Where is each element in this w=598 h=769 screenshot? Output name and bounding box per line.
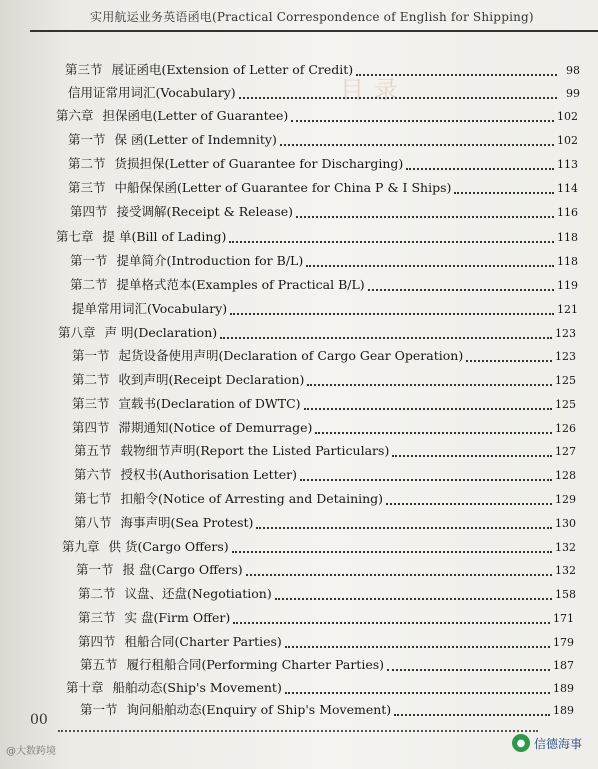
toc-entry-number: 第四节 <box>70 204 108 219</box>
toc-entry <box>74 441 576 461</box>
leader-dots <box>232 541 552 553</box>
toc-entry-title: 信用证常用词汇(Vocabulary) <box>68 85 236 100</box>
leader-dots <box>454 182 554 194</box>
leader-dots <box>280 134 554 146</box>
leader-dots <box>285 682 550 694</box>
leader-dots <box>356 64 557 76</box>
toc-entry-page: 113 <box>557 158 578 171</box>
toc-entry-title: 提单常用词汇(Vocabulary) <box>72 301 228 316</box>
toc-entry-title: 海事声明(Sea Protest) <box>120 515 254 530</box>
leader-dots <box>306 255 554 267</box>
toc-entry <box>70 251 578 271</box>
footer-rule <box>58 730 538 732</box>
leader-dots <box>300 469 552 481</box>
leader-dots <box>406 158 554 170</box>
toc-entry-title: 议盘、还盘(Negotiation) <box>124 586 272 601</box>
toc-entry-page: 116 <box>557 206 578 219</box>
leader-dots <box>368 279 554 291</box>
toc-entry <box>70 275 578 295</box>
wechat-icon: ● <box>512 734 530 752</box>
toc-entry-page: 118 <box>557 231 578 244</box>
toc-entry-number: 第六节 <box>74 467 112 482</box>
toc-entry-title: 提单格式范本(Examples of Practical B/L) <box>116 277 365 292</box>
toc-entry-number: 第二节 <box>72 372 110 387</box>
toc-entry-title: 滞期通知(Notice of Demurrage) <box>118 420 313 435</box>
toc-entry-title: 询问船舶动态(Enquiry of Ship's Movement) <box>126 702 392 717</box>
toc-entry-title: 中船保保函(Letter of Guarantee for China P & I Ships) <box>114 180 452 195</box>
leader-dots <box>230 303 554 315</box>
toc-entry <box>68 178 578 198</box>
toc-entry-page: 102 <box>557 110 578 123</box>
toc-entry-number: 第一节 <box>76 562 114 577</box>
toc-entry-page: 125 <box>555 398 576 411</box>
toc-entry-number: 第六章 <box>56 108 94 123</box>
leader-dots <box>239 87 557 99</box>
toc-entry-page: 132 <box>555 541 576 554</box>
toc-entry <box>58 323 576 343</box>
toc-entry-title: 船舶动态(Ship's Movement) <box>112 680 282 695</box>
toc-entry <box>72 418 576 438</box>
toc-entry-number: 第十章 <box>66 680 104 695</box>
toc-entry-page: 128 <box>555 469 576 482</box>
toc-entry-number: 第九章 <box>62 539 100 554</box>
watermark-right <box>512 734 598 752</box>
leader-dots <box>392 445 552 457</box>
toc-entry-title: 实 盘(Firm Offer) <box>124 610 231 625</box>
leader-dots <box>296 206 554 218</box>
toc-entry-number: 第二节 <box>68 156 106 171</box>
toc-entry-title: 收到声明(Receipt Declaration) <box>118 372 305 387</box>
leader-dots <box>387 659 550 671</box>
toc-entry-title: 提 单(Bill of Lading) <box>102 229 227 244</box>
toc-entry-title: 供 货(Cargo Offers) <box>108 539 229 554</box>
toc-entry-title: 报 盘(Cargo Offers) <box>122 562 243 577</box>
toc-entry-page: 126 <box>555 422 576 435</box>
toc-entry <box>72 370 576 390</box>
toc-entry-page: 129 <box>555 493 576 506</box>
toc-entry-page: 102 <box>557 134 578 147</box>
toc-entry-title: 声 明(Declaration) <box>104 325 218 340</box>
toc-entry <box>56 106 578 126</box>
toc-entry-number: 第一节 <box>72 348 110 363</box>
toc-entry-number: 第四节 <box>78 634 116 649</box>
toc-entry-number: 第二节 <box>78 586 116 601</box>
toc-entry <box>76 560 576 580</box>
leader-dots <box>233 612 550 624</box>
leader-dots <box>315 422 552 434</box>
toc-entry-page: 118 <box>557 255 578 268</box>
toc-entry-number: 第三节 <box>72 396 110 411</box>
toc-entry-page: 123 <box>555 350 576 363</box>
toc-entry-page: 130 <box>555 517 576 530</box>
leader-dots <box>285 636 550 648</box>
toc-entry <box>78 584 576 604</box>
toc-entry-title: 接受调解(Receipt & Release) <box>116 204 294 219</box>
toc-entry <box>72 346 576 366</box>
toc-entry-number: 第一节 <box>68 132 106 147</box>
toc-entry <box>65 60 580 80</box>
watermark-right-text: 信德海事 <box>534 736 583 751</box>
leader-dots <box>246 564 552 576</box>
toc-entry-page: 158 <box>555 588 576 601</box>
toc-entry <box>74 489 576 509</box>
toc-entry <box>66 678 574 698</box>
background-heading: 目录 <box>340 76 408 104</box>
leader-dots <box>386 493 552 505</box>
toc-entry-page: 179 <box>553 636 574 649</box>
toc-entry-page: 189 <box>553 704 574 717</box>
toc-entry-number: 第三节 <box>68 180 106 195</box>
toc-entry <box>68 154 578 174</box>
toc-entry-page: 132 <box>555 564 576 577</box>
toc-entry-page: 125 <box>555 374 576 387</box>
leader-dots <box>291 110 554 122</box>
leader-dots <box>256 517 552 529</box>
toc-entry-number: 第七节 <box>74 491 112 506</box>
toc-entry-page: 119 <box>557 279 578 292</box>
toc-entry-number: 第二节 <box>70 277 108 292</box>
toc-entry-title: 授权书(Authorisation Letter) <box>120 467 297 482</box>
toc-entry-page: 114 <box>557 182 578 195</box>
toc-entry <box>74 513 576 533</box>
leader-dots <box>275 588 552 600</box>
toc-entry-title: 宣载书(Declaration of DWTC) <box>118 396 301 411</box>
toc-entry-page: 123 <box>555 327 576 340</box>
toc-entry <box>74 465 576 485</box>
toc-entry <box>78 632 574 652</box>
toc-entry-page: 189 <box>553 682 574 695</box>
toc-entry-page: 171 <box>553 612 574 625</box>
toc-entry <box>80 700 574 720</box>
toc-entry <box>72 394 576 414</box>
toc-entry-number: 第八章 <box>58 325 96 340</box>
toc-entry-title: 扣船令(Notice of Arresting and Detaining) <box>120 491 384 506</box>
toc-entry-number: 第五节 <box>74 443 112 458</box>
leader-dots <box>220 327 552 339</box>
toc-entry <box>70 202 578 222</box>
toc-entry-title: 租船合同(Charter Parties) <box>124 634 282 649</box>
toc-entry <box>68 83 580 103</box>
toc-entry-number: 第八节 <box>74 515 112 530</box>
toc-entry-title: 保 函(Letter of Indemnity) <box>114 132 277 147</box>
toc-entry-title: 展证函电(Extension of Letter of Credit) <box>111 62 354 77</box>
toc-entry-page: 127 <box>555 445 576 458</box>
toc-entry <box>80 655 574 675</box>
toc-entry-page: 187 <box>553 659 574 672</box>
leader-dots <box>307 374 552 386</box>
toc-entry-page: 99 <box>566 87 580 100</box>
toc-entry-number: 第五节 <box>80 657 118 672</box>
toc-entry-number: 第三节 <box>78 610 116 625</box>
toc-entry <box>62 537 576 557</box>
toc-entry-number: 第四节 <box>72 420 110 435</box>
toc-entry-number: 第一节 <box>80 702 118 717</box>
toc-entry-title: 提单简介(Introduction for B/L) <box>116 253 304 268</box>
toc-entry <box>68 130 578 150</box>
toc-entry-number: 第三节 <box>65 62 103 77</box>
leader-dots <box>304 398 552 410</box>
running-header: 实用航运业务英语函电(Practical Correspondence of English for Shipping) <box>90 10 534 24</box>
toc-entry-page: 121 <box>557 303 578 316</box>
toc-entry-number: 第七章 <box>56 229 94 244</box>
toc-entry-page: 98 <box>566 64 580 77</box>
toc-entry <box>56 227 578 247</box>
toc-entry-title: 担保函电(Letter of Guarantee) <box>102 108 289 123</box>
toc-entry-title: 履行租船合同(Performing Charter Parties) <box>126 657 385 672</box>
leader-dots <box>229 231 554 243</box>
watermark-left: @大数跨境 <box>6 746 56 757</box>
toc-entry <box>72 299 578 319</box>
page-folio: 00 <box>30 712 48 728</box>
leader-dots <box>466 350 552 362</box>
toc-entry-title: 载物细节声明(Report the Listed Particulars) <box>120 443 390 458</box>
toc-entry-number: 第一节 <box>70 253 108 268</box>
leader-dots <box>394 704 550 716</box>
toc-entry <box>78 608 574 628</box>
toc-entry-title: 货损担保(Letter of Guarantee for Discharging) <box>114 156 404 171</box>
toc-entry-title: 起货设备使用声明(Declaration of Cargo Gear Operation) <box>118 348 464 363</box>
